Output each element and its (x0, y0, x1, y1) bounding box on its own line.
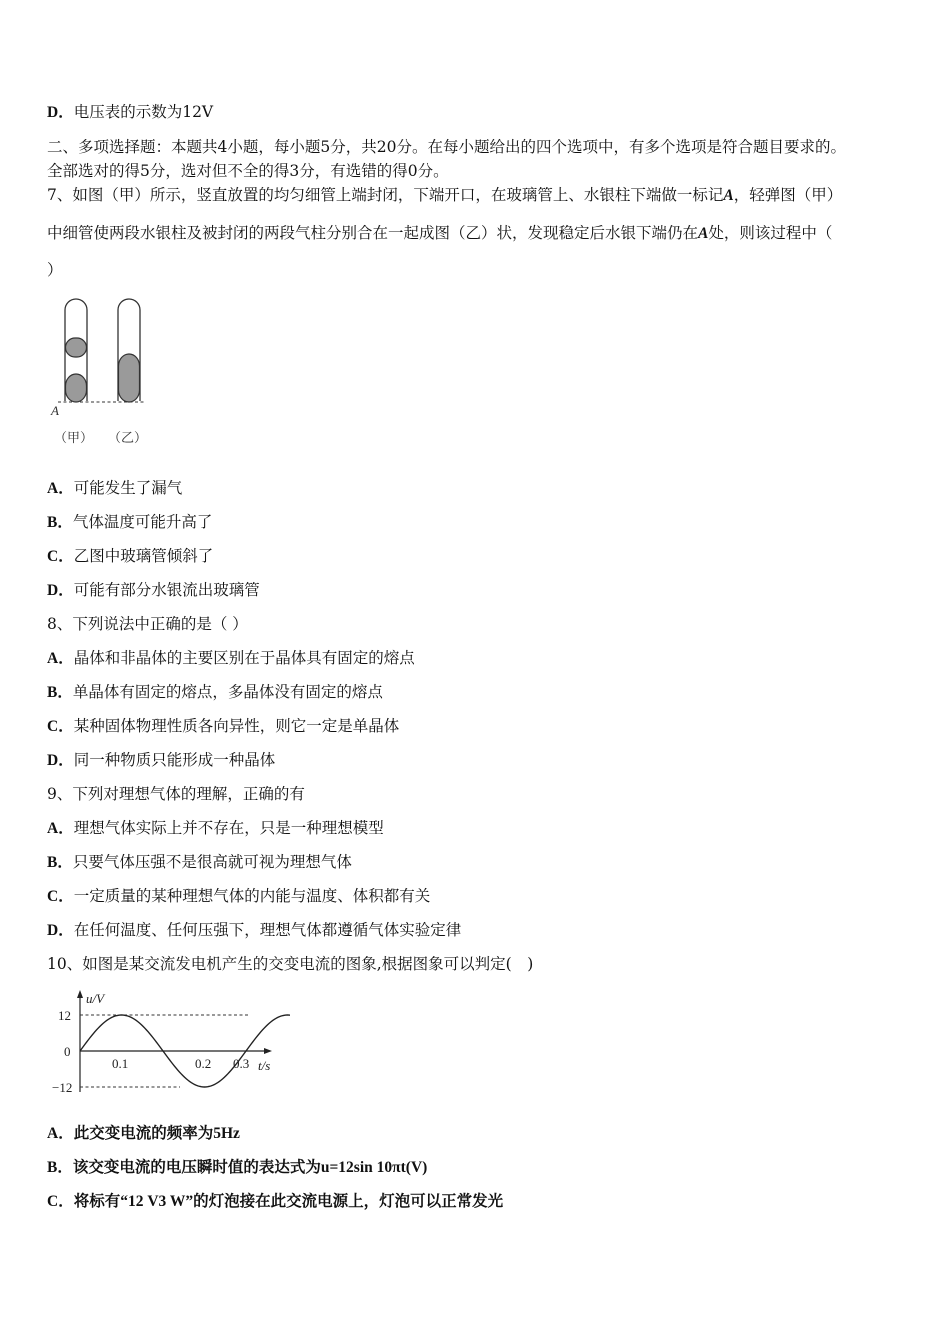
q7-stem-line3: ） (47, 261, 63, 279)
x-tick-0-3: 0.3 (233, 1056, 250, 1071)
option-text: 一定质量的某种理想气体的内能与温度、体积都有关 (73, 887, 431, 905)
option-text: 理想气体实际上并不存在，只是一种理想模型 (73, 819, 384, 837)
option-letter: C． (47, 1193, 74, 1210)
q7-option-c (47, 545, 213, 568)
option-letter: D． (47, 104, 74, 121)
q8-option-d (47, 749, 275, 772)
label-jia: （甲） (54, 430, 94, 445)
q7-mark-a: A (723, 187, 734, 204)
q10-sine-chart (50, 988, 290, 1100)
mercury-jia-upper (66, 338, 87, 357)
option-letter: C． (47, 548, 74, 565)
option-text: 气体温度可能升高了 (72, 513, 213, 531)
y-tick-0: 0 (64, 1044, 71, 1059)
q10-option-b (47, 1156, 427, 1179)
option-text: 在任何温度、任何压强下，理想气体都遵循气体实验定律 (73, 921, 462, 939)
option-text: 单晶体有固定的熔点，多晶体没有固定的熔点 (72, 683, 383, 701)
option-text: 此交变电流的频率为5Hz (73, 1125, 240, 1142)
q7-stem-line2 (47, 222, 832, 245)
option-letter: D． (47, 752, 74, 769)
q10-option-c (47, 1190, 503, 1213)
option-text: 乙图中玻璃管倾斜了 (73, 547, 214, 565)
option-letter: C． (47, 888, 74, 905)
mercury-jia-lower (66, 374, 87, 402)
y-tick-neg12: −12 (52, 1080, 73, 1095)
option-letter: A． (47, 650, 74, 667)
option-letter: B． (47, 854, 73, 871)
option-text: 该交变电流的电压瞬时值的表达式为u=12sin 10πt(V) (72, 1159, 428, 1176)
option-letter: A． (47, 1125, 74, 1142)
option-letter: C． (47, 718, 74, 735)
option-letter: A． (47, 820, 74, 837)
q7-option-d (47, 579, 260, 602)
x-axis-arrow (264, 1048, 272, 1054)
y-tick-12: 12 (58, 1008, 71, 1023)
option-text: 可能发生了漏气 (73, 479, 183, 497)
option-text: 晶体和非晶体的主要区别在于晶体具有固定的熔点 (73, 649, 415, 667)
q6-option-d (47, 101, 213, 124)
mercury-yi (119, 354, 140, 402)
option-text: 将标有“12 V3 W”的灯泡接在此交流电源上，灯泡可以正常发光 (73, 1193, 504, 1210)
option-letter: B． (47, 514, 73, 531)
q7-text-b: ，轻弹图（甲） (733, 186, 843, 204)
option-letter: D． (47, 582, 74, 599)
option-text: 某种固体物理性质各向异性，则它一定是单晶体 (73, 717, 400, 735)
q7-tube-figure (46, 296, 166, 451)
q8-option-c (47, 715, 399, 738)
mark-label-a: A (51, 403, 59, 418)
q8-option-b (47, 681, 383, 704)
y-axis-label: u/V (86, 991, 105, 1006)
q10-stem: 10、如图是某交流发电机产生的交变电流的图象,根据图象可以判定( ) (47, 955, 534, 973)
option-text: 只要气体压强不是很高就可视为理想气体 (72, 853, 352, 871)
x-axis-label: t/s (258, 1058, 271, 1073)
option-letter: A． (47, 480, 74, 497)
section2-line1: 二、多项选择题：本题共4小题，每小题5分，共20分。在每小题给出的四个选项中，有多个选项是符合题目要求的。 (47, 138, 846, 156)
q7-stem-line1 (47, 184, 842, 207)
q8-stem: 8、下列说法中正确的是（ ） (47, 615, 248, 633)
q9-option-d (47, 919, 461, 942)
option-letter: B． (47, 684, 73, 701)
q9-option-a (47, 817, 384, 840)
option-text: 电压表的示数为12V (73, 103, 214, 121)
q10-option-a (47, 1122, 240, 1145)
section2-line2: 全部选对的得5分，选对但不全的得3分，有选错的得0分。 (47, 162, 449, 180)
q9-stem: 9、下列对理想气体的理解，正确的有 (47, 785, 305, 803)
q9-option-b (47, 851, 352, 874)
q7-option-a (47, 477, 182, 500)
q7-mark-b: A (698, 225, 709, 242)
y-axis-arrow (77, 990, 83, 998)
option-text: 同一种物质只能形成一种晶体 (73, 751, 276, 769)
x-tick-0-1: 0.1 (112, 1056, 129, 1071)
q8-option-a (47, 647, 415, 670)
q7-text-a: 7、如图（甲）所示，竖直放置的均匀细管上端封闭，下端开口，在玻璃管上、水银柱下端做一标记 (47, 186, 724, 204)
q7-text-c: 中细管使两段水银柱及被封闭的两段气柱分别合在一起成图（乙）状，发现稳定后水银下端仍在 (47, 224, 699, 242)
option-text: 可能有部分水银流出玻璃管 (73, 581, 260, 599)
q7-text-d: 处，则该过程中（ (708, 224, 833, 242)
q9-option-c (47, 885, 430, 908)
option-letter: B． (47, 1159, 73, 1176)
label-yi: （乙） (108, 430, 148, 445)
q7-option-b (47, 511, 212, 534)
option-letter: D． (47, 922, 74, 939)
x-tick-0-2: 0.2 (195, 1056, 212, 1071)
